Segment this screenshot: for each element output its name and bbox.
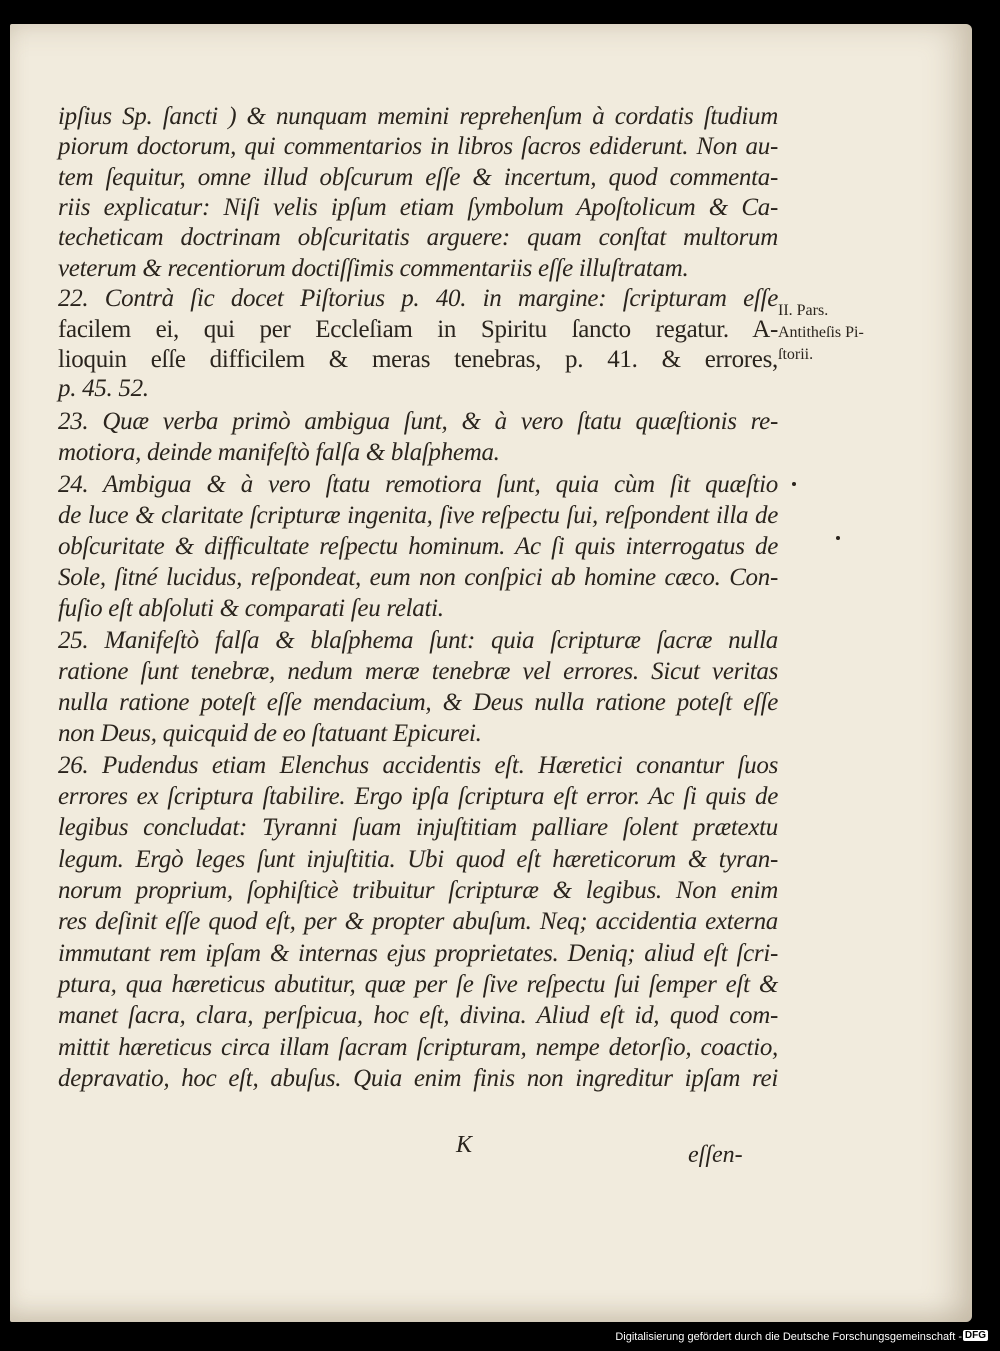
marginal-note-line: II. Pars. (778, 302, 829, 319)
footer-bar (0, 1323, 1000, 1351)
text-line: obſcuritate & difficultate reſpectu hominum. Ac ſi quis interrogatus de (58, 533, 778, 560)
signature-mark: K (456, 1132, 473, 1158)
text-line: immutant rem ipſam & internas ejus proprietates. Deniq; aliud eſt ſcri- (58, 940, 778, 967)
text-line: mittit hæreticus circa illam ſacram ſcripturam, nempe detorſio, coactio, (58, 1034, 778, 1061)
text-line: ipſius Sp. ſancti ) & nunquam memini reprehenſum à cordatis ſtudium (58, 103, 778, 130)
text-line: 26. Pudendus etiam Elenchus accidentis eſt. Hæretici conantur ſuos (58, 752, 778, 779)
text-line: res deſinit eſſe quod eſt, per & propter abuſum. Neq; accidentia externa (58, 908, 778, 935)
marginal-note (778, 300, 898, 366)
text-line: 24. Ambigua & à vero ſtatu remotiora ſunt, quia cùm ſit quæſtio (58, 471, 778, 498)
text-line: facilem ei, qui per Eccleſiam in Spiritu ſancto regatur. A- (58, 316, 778, 343)
text-line: legibus concludat: Tyranni ſuam injuſtitiam palliare ſolent prætextu (58, 814, 778, 841)
funding-notice: Digitalisierung gefördert durch die Deutsche Forschungsgemeinschaft - (615, 1331, 962, 1343)
dfg-logo: DFG (964, 1330, 986, 1341)
text-line: lioquin eſſe difficilem & meras tenebras, p. 41. & errores, (58, 346, 778, 373)
text-line: de luce & claritate ſcripturæ ingenita, ſive reſpectu ſui, reſpondent illa de (58, 502, 778, 529)
ink-speck (836, 536, 840, 540)
text-line: fuſio eſt abſoluti & comparati ſeu relati. (58, 595, 444, 622)
text-line: techeticam doctrinam obſcuritatis arguere: quam conſtat multorum (58, 224, 778, 251)
text-line: 23. Quæ verba primò ambigua ſunt, & à vero ſtatu quæſtionis re- (58, 408, 778, 435)
catchword: eſſen- (688, 1142, 743, 1168)
text-line: ptura, qua hæreticus abutitur, quæ per ſe ſive reſpectu ſui ſemper eſt & (58, 971, 778, 998)
text-line: 25. Manifeſtò falſa & blaſphema ſunt: quia ſcripturæ ſacræ nulla (58, 627, 778, 654)
text-line: tem ſequitur, omne illud obſcurum eſſe & incertum, quod commenta- (58, 164, 778, 191)
text-line: ratione ſunt tenebræ, nedum meræ tenebræ vel errores. Sicut veritas (58, 658, 778, 685)
text-line: p. 45. 52. (58, 375, 149, 402)
text-line: errores ex ſcriptura ſtabilire. Ergo ipſa ſcriptura eſt error. Ac ſi quis de (58, 783, 778, 810)
book-page (10, 24, 972, 1322)
ink-speck (792, 482, 796, 486)
text-line: veterum & recentiorum doctiſſimis commentariis eſſe illuſtratam. (58, 255, 689, 282)
text-line: legum. Ergò leges ſunt injuſtitia. Ubi quod eſt hæreticorum & tyran- (58, 846, 778, 873)
text-line: depravatio, hoc eſt, abuſus. Quia enim finis non ingreditur ipſam rei (58, 1065, 778, 1092)
text-line: Sole, ſitné lucidus, reſpondeat, eum non conſpici ab homine cæco. Con- (58, 564, 778, 591)
marginal-note-line: ſtorii. (778, 346, 814, 363)
text-line: norum proprium, ſophiſticè tribuitur ſcripturæ & legibus. Non enim (58, 877, 778, 904)
text-line: piorum doctorum, qui commentarios in libros ſacros ediderunt. Non au- (58, 133, 778, 160)
text-line: 22. Contrà ſic docet Piſtorius p. 40. in margine: ſcripturam eſſe (58, 285, 778, 312)
text-line: riis explicatur: Niſi velis ipſum etiam ſymbolum Apoſtolicum & Ca- (58, 194, 778, 221)
text-line: non Deus, quicquid de eo ſtatuant Epicurei. (58, 720, 482, 747)
text-line: manet ſacra, clara, perſpicua, hoc eſt, divina. Aliud eſt id, quod com- (58, 1002, 778, 1029)
text-line: motiora, deinde manifeſtò falſa & blaſphema. (58, 439, 500, 466)
marginal-note-line: Antitheſis Pi- (778, 324, 864, 341)
text-line: nulla ratione poteſt eſſe mendacium, & Deus nulla ratione poteſt eſſe (58, 689, 778, 716)
